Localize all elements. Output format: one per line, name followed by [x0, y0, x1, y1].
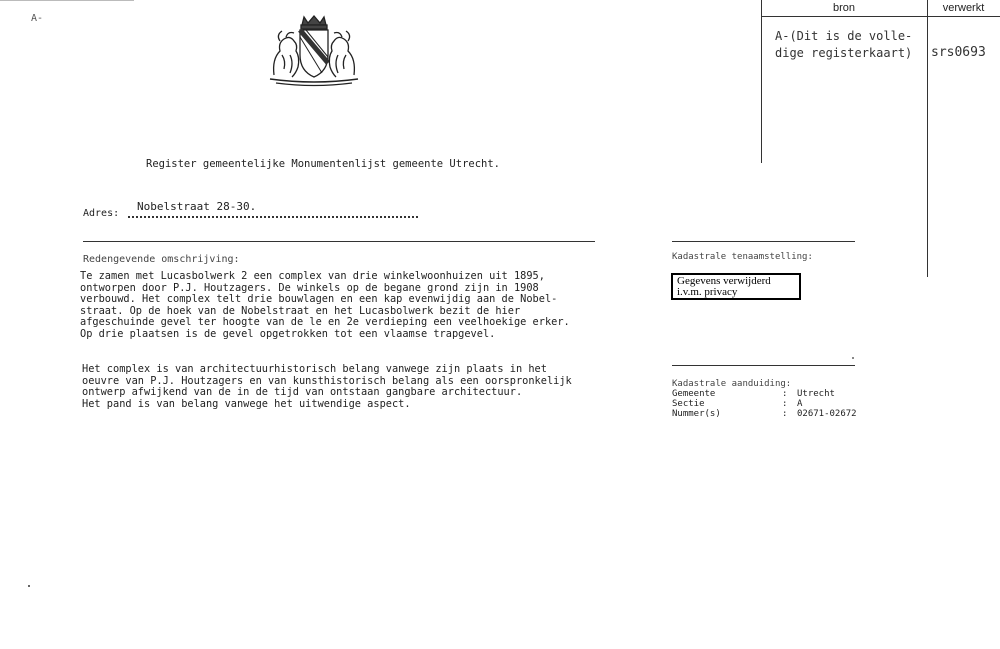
- kadaster-rule-bottom: [672, 365, 855, 366]
- header-verwerkt: verwerkt: [942, 2, 985, 14]
- bron-line-1: A-(Dit is de volle-: [775, 29, 913, 43]
- section-rule: [83, 241, 595, 242]
- description-paragraph-2: [82, 364, 572, 410]
- description-heading: Redengevende omschrijving:: [83, 254, 240, 265]
- address-label: Adres:: [83, 208, 120, 219]
- verwerkt-value: srs0693: [931, 45, 986, 60]
- text-line: ontwerp afwijkend van de in de tijd van ontstaan gangbare architectuur.: [82, 386, 523, 398]
- row-value: 02671-02672: [797, 409, 857, 419]
- row-key: Gemeente: [672, 389, 716, 399]
- row-sep: :: [782, 389, 788, 399]
- text-line: ontworpen door P.J. Houtzagers. De winkels op de begane grond zijn in 1908: [80, 281, 539, 294]
- aanduiding-row: [672, 389, 862, 399]
- corner-mark: A-: [31, 13, 44, 24]
- aanduiding-row: [672, 409, 862, 419]
- table-divider-left: [761, 0, 762, 163]
- text-line: Het pand is van belang vanwege het uitwendige aspect.: [82, 397, 411, 410]
- address-dotted-line: [128, 209, 418, 218]
- address-value: Nobelstraat 28-30.: [137, 200, 257, 213]
- description-paragraph-1: [80, 271, 570, 340]
- row-key: Sectie: [672, 399, 705, 409]
- scan-speck: [28, 585, 30, 587]
- text-line: straat. Op de hoek van de Nobelstraat en het Lucasbolwerk bezit de hier: [80, 304, 521, 317]
- row-sep: :: [782, 409, 788, 419]
- text-line: Te zamen met Lucasbolwerk 2 een complex van drie winkelwoonhuizen uit 1895,: [80, 270, 545, 282]
- table-divider-middle: [927, 0, 928, 277]
- aanduiding-label: Kadastrale aanduiding:: [672, 379, 792, 389]
- top-left-rule: [0, 0, 134, 1]
- header-bron: bron: [832, 2, 856, 14]
- text-line: Op drie plaatsen is de gevel opgetrokken tot een vlaamse trapgevel.: [80, 327, 496, 340]
- row-sep: :: [782, 399, 788, 409]
- scan-speck: [852, 357, 854, 359]
- aanduiding-row: [672, 399, 862, 409]
- row-value: Utrecht: [797, 389, 835, 399]
- privacy-redaction-box: [671, 273, 801, 300]
- text-line: afgeschuinde gevel ter hoogte van de le en 2e verdieping een veelhoekige erker.: [80, 316, 570, 328]
- document-title: Register gemeentelijke Monumentenlijst gemeente Utrecht.: [146, 158, 501, 170]
- row-key: Nummer(s): [672, 409, 721, 419]
- text-line: Het complex is van architectuurhistorisch belang vanwege zijn plaats in het: [82, 363, 547, 375]
- row-value: A: [797, 399, 803, 409]
- table-header-rule: [761, 16, 1000, 17]
- text-line: verbouwd. Het complex telt drie bouwlagen en een kap evenwijdig aan de Nobel-: [80, 293, 558, 305]
- privacy-note: Gegevens verwijderd i.v.m. privacy: [677, 275, 771, 298]
- kadaster-rule-top: [672, 241, 855, 242]
- bron-line-2: dige registerkaart): [775, 46, 913, 60]
- text-line: oeuvre van P.J. Houtzagers en van kunsthistorisch belang als een oorspronkelijk: [82, 374, 572, 387]
- tenaamstelling-label: Kadastrale tenaamstelling:: [672, 252, 813, 262]
- aanduiding-table: [672, 389, 862, 419]
- coat-of-arms-icon: [266, 15, 362, 87]
